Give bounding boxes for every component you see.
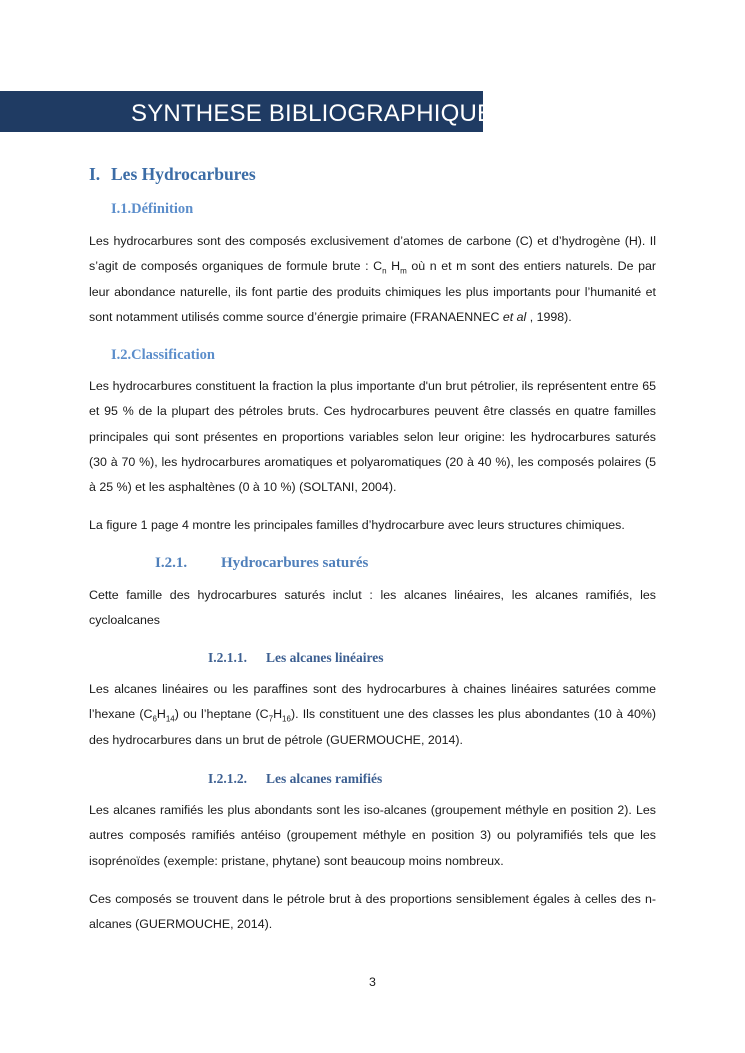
alcanes-ramifies-paragraph-2: Ces composés se trouvent dans le pétrole brut à des proportions sensiblement égales à celles des n-alcanes (GUERMOUCHE, 2014). — [89, 892, 656, 932]
page-number: 3 — [369, 975, 376, 989]
section-number: I. — [89, 164, 101, 184]
heading-alcanes-ramifies — [208, 771, 382, 787]
subsection-heading-classification: I.2.Classification — [111, 347, 215, 363]
definition-paragraph: Les hydrocarbures sont des composés exclusivement d’atomes de carbone (C) et d’hydrogène (H). Il s’agit de composés organiques de formule brute : $C_n$ $H_m$ où n et m sont des entiers naturels. De par leur abondance naturelle, ils font partie des produits chimiques les plus importants pour l’humanité et sont notamment utilisés comme source d’énergie primaire (FRANAENNEC et al , 1998). — [89, 234, 656, 324]
heading-number: I.2.1. — [155, 555, 188, 571]
alcanes-lineaires-paragraph: Les alcanes linéaires ou les paraffines sont des hydrocarbures à chaines linéaires saturées comme l’hexane $(C_6H_{14})$ ou l’heptane $(C_7H_{16})$. Ils constituent une des classes les plus abondantes (10 à 40%) des hydrocarbures dans un brut de pétrole (GUERMOUCHE, 2014). — [89, 682, 656, 747]
subsubsection-heading-satures — [155, 555, 368, 572]
heading-title: Les alcanes linéaires — [266, 650, 384, 665]
subsection-heading-definition: I.1.Définition — [111, 201, 194, 217]
classification-paragraph: Les hydrocarbures constituent la fraction la plus importante d'un brut pétrolier, ils représentent entre 65 et 95 % de la plupart des pétroles bruts. Ces hydrocarbures peuvent être classés en quatre familles principales qui sont présentes en proportions variables selon leur origine: les hydrocarbures saturés (30 à 70 %), les hydrocarbures aromatiques et polyaromatiques (20 à 40 %), les composés polaires (5 à 25 %) et les asphaltènes (0 à 10 %) (SOLTANI, 2004). — [89, 379, 656, 495]
heading-number: I.2.1.1. — [208, 650, 248, 665]
heading-alcanes-lineaires — [208, 650, 384, 666]
satures-paragraph: Cette famille des hydrocarbures saturés inclut : les alcanes linéaires, les alcanes ramifiés, les cycloalcanes — [89, 588, 656, 628]
section-title: Les Hydrocarbures — [111, 164, 256, 184]
section-heading-hydrocarbures — [89, 164, 256, 185]
chapter-title: SYNTHESE BIBLIOGRAPHIQUE — [131, 100, 494, 127]
heading-number: I.2.1.2. — [208, 771, 248, 786]
heading-title: Hydrocarbures saturés — [221, 555, 369, 571]
chapter-banner — [0, 91, 494, 132]
alcanes-ramifies-paragraph-1: Les alcanes ramifiés les plus abondants sont les iso-alcanes (groupement méthyle en position 2). Les autres composés ramifiés antéiso (groupement méthyle en position 3) ou polyramifiés tels que les isoprénoïdes (exemple: pristane, phytane) sont beaucoup moins nombreux. — [89, 803, 656, 868]
figure-reference-paragraph: La figure 1 page 4 montre les principales familles d’hydrocarbure avec leurs structures chimiques. — [89, 518, 625, 532]
heading-title: Les alcanes ramifiés — [266, 771, 383, 786]
